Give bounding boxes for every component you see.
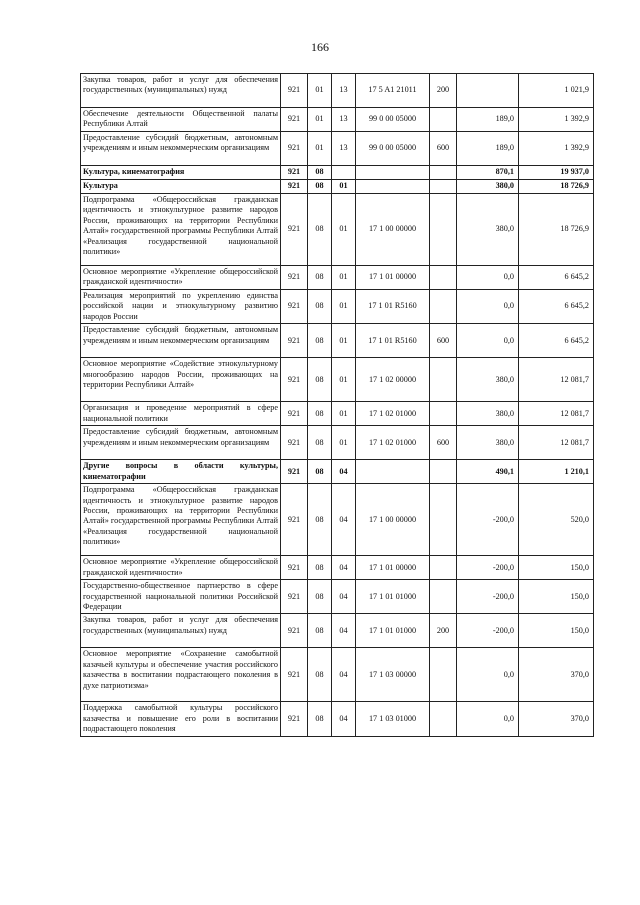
row-change-amount-cell: 380,0 [457,180,519,194]
row-total-amount-cell: 19 937,0 [519,166,594,180]
row-admin-code-cell: 921 [281,614,308,648]
row-name-cell: Подпрограмма «Общероссийская гражданская идентичность и этнокультурное развитие народов России, проживающих на территории Республики Алтай» государственной программы Республики Алтай «Реализация государственной национальной политики» [81,194,281,266]
row-section-cell: 08 [308,290,332,324]
row-subsection-cell: 13 [332,108,356,132]
row-admin-code-cell: 921 [281,108,308,132]
row-admin-code-cell: 921 [281,580,308,614]
row-subsection-cell: 01 [332,266,356,290]
row-section-cell: 08 [308,358,332,402]
row-admin-code-cell: 921 [281,166,308,180]
row-change-amount-cell [457,74,519,108]
table-row [81,556,594,580]
row-name-cell: Предоставление субсидий бюджетным, автономным учреждениям и иным некоммерческим организациям [81,324,281,358]
row-section-cell: 01 [308,108,332,132]
row-expense-type-cell [430,166,457,180]
table-row [81,460,594,484]
row-subsection-cell: 01 [332,194,356,266]
row-target-article-cell: 17 1 03 00000 [356,648,430,702]
row-section-cell: 01 [308,132,332,166]
table-row [81,132,594,166]
row-section-cell: 08 [308,402,332,426]
row-expense-type-cell: 200 [430,74,457,108]
row-admin-code-cell: 921 [281,74,308,108]
row-section-cell: 01 [308,74,332,108]
row-expense-type-cell [430,194,457,266]
table-row [81,324,594,358]
row-total-amount-cell: 6 645,2 [519,266,594,290]
row-total-amount-cell: 6 645,2 [519,324,594,358]
row-subsection-cell: 01 [332,426,356,460]
row-change-amount-cell: 189,0 [457,132,519,166]
row-total-amount-cell: 12 081,7 [519,358,594,402]
row-target-article-cell [356,460,430,484]
row-target-article-cell [356,166,430,180]
row-name-cell: Предоставление субсидий бюджетным, автономным учреждениям и иным некоммерческим организациям [81,132,281,166]
row-expense-type-cell [430,266,457,290]
row-expense-type-cell [430,648,457,702]
row-target-article-cell: 99 0 00 05000 [356,132,430,166]
row-admin-code-cell: 921 [281,426,308,460]
row-subsection-cell: 04 [332,702,356,736]
table-row [81,290,594,324]
row-target-article-cell: 17 1 01 R5160 [356,324,430,358]
row-subsection-cell: 01 [332,290,356,324]
row-expense-type-cell [430,702,457,736]
row-target-article-cell: 99 0 00 05000 [356,108,430,132]
row-change-amount-cell: 0,0 [457,324,519,358]
row-admin-code-cell: 921 [281,648,308,702]
table-row [81,648,594,702]
table-row [81,194,594,266]
row-change-amount-cell: 380,0 [457,426,519,460]
row-target-article-cell: 17 1 02 01000 [356,426,430,460]
row-total-amount-cell: 1 392,9 [519,132,594,166]
row-admin-code-cell: 921 [281,132,308,166]
table-row [81,702,594,736]
row-expense-type-cell [430,580,457,614]
row-expense-type-cell [430,402,457,426]
row-subsection-cell: 01 [332,324,356,358]
row-section-cell: 08 [308,648,332,702]
row-name-cell: Поддержка самобытной культуры российского казачества и повышение его роли в воспитании подрастающего поколения [81,702,281,736]
page-number: 166 [311,40,329,54]
row-expense-type-cell [430,180,457,194]
row-subsection-cell: 04 [332,556,356,580]
row-name-cell: Основное мероприятие «Укрепление общероссийской гражданской идентичности» [81,556,281,580]
table-row [81,266,594,290]
table-row [81,180,594,194]
row-section-cell: 08 [308,702,332,736]
row-admin-code-cell: 921 [281,194,308,266]
row-subsection-cell: 13 [332,74,356,108]
row-change-amount-cell: 0,0 [457,290,519,324]
row-section-cell: 08 [308,324,332,358]
row-expense-type-cell: 600 [430,132,457,166]
row-name-cell: Закупка товаров, работ и услуг для обеспечения государственных (муниципальных) нужд [81,74,281,108]
row-expense-type-cell [430,484,457,556]
row-subsection-cell [332,166,356,180]
table-row [81,614,594,648]
row-section-cell: 08 [308,484,332,556]
row-target-article-cell [356,180,430,194]
row-section-cell: 08 [308,180,332,194]
row-total-amount-cell: 18 726,9 [519,180,594,194]
row-change-amount-cell: 0,0 [457,702,519,736]
row-expense-type-cell [430,460,457,484]
row-name-cell: Культура [81,180,281,194]
table-row [81,580,594,614]
row-admin-code-cell: 921 [281,702,308,736]
row-name-cell: Другие вопросы в области культуры, кинематографии [81,460,281,484]
row-target-article-cell: 17 1 02 01000 [356,402,430,426]
row-name-cell: Основное мероприятие «Укрепление общероссийской гражданской идентичности» [81,266,281,290]
row-section-cell: 08 [308,166,332,180]
row-expense-type-cell [430,290,457,324]
row-total-amount-cell: 520,0 [519,484,594,556]
row-total-amount-cell: 12 081,7 [519,426,594,460]
row-admin-code-cell: 921 [281,460,308,484]
row-section-cell: 08 [308,556,332,580]
row-section-cell: 08 [308,266,332,290]
table-row [81,358,594,402]
row-target-article-cell: 17 1 01 R5160 [356,290,430,324]
row-name-cell: Предоставление субсидий бюджетным, автономным учреждениям и иным некоммерческим организациям [81,426,281,460]
table-row [81,402,594,426]
row-total-amount-cell: 150,0 [519,580,594,614]
row-subsection-cell: 04 [332,648,356,702]
row-target-article-cell: 17 5 A1 21011 [356,74,430,108]
row-subsection-cell: 01 [332,358,356,402]
row-name-cell: Основное мероприятие «Содействие этнокультурному многообразию народов России, проживающих на территории Республики Алтай» [81,358,281,402]
row-name-cell: Культура, кинематография [81,166,281,180]
row-subsection-cell: 13 [332,132,356,166]
row-admin-code-cell: 921 [281,484,308,556]
row-expense-type-cell [430,556,457,580]
row-name-cell: Закупка товаров, работ и услуг для обеспечения государственных (муниципальных) нужд [81,614,281,648]
row-total-amount-cell: 150,0 [519,614,594,648]
row-subsection-cell: 04 [332,484,356,556]
row-change-amount-cell: 0,0 [457,266,519,290]
row-target-article-cell: 17 1 01 01000 [356,614,430,648]
table-row [81,166,594,180]
row-target-article-cell: 17 1 01 01000 [356,580,430,614]
row-total-amount-cell: 18 726,9 [519,194,594,266]
row-admin-code-cell: 921 [281,556,308,580]
row-expense-type-cell [430,358,457,402]
row-change-amount-cell: 380,0 [457,402,519,426]
row-name-cell: Обеспечение деятельности Общественной палаты Республики Алтай [81,108,281,132]
row-target-article-cell: 17 1 00 00000 [356,194,430,266]
row-admin-code-cell: 921 [281,290,308,324]
row-admin-code-cell: 921 [281,180,308,194]
row-expense-type-cell: 600 [430,324,457,358]
row-name-cell: Реализация мероприятий по укреплению единства российской нации и этнокультурному развитию народов России [81,290,281,324]
row-admin-code-cell: 921 [281,324,308,358]
row-change-amount-cell: 380,0 [457,358,519,402]
row-subsection-cell: 04 [332,460,356,484]
row-subsection-cell: 04 [332,580,356,614]
row-expense-type-cell: 600 [430,426,457,460]
row-total-amount-cell: 6 645,2 [519,290,594,324]
row-target-article-cell: 17 1 03 01000 [356,702,430,736]
row-change-amount-cell: 189,0 [457,108,519,132]
row-change-amount-cell: -200,0 [457,580,519,614]
row-total-amount-cell: 1 021,9 [519,74,594,108]
row-total-amount-cell: 150,0 [519,556,594,580]
row-total-amount-cell: 370,0 [519,702,594,736]
row-total-amount-cell: 370,0 [519,648,594,702]
row-change-amount-cell: 870,1 [457,166,519,180]
table-row [81,426,594,460]
row-admin-code-cell: 921 [281,358,308,402]
row-change-amount-cell: -200,0 [457,614,519,648]
row-name-cell: Государственно-общественное партнерство в сфере государственной национальной политики Российской Федерации [81,580,281,614]
row-name-cell: Подпрограмма «Общероссийская гражданская идентичность и этнокультурное развитие народов России, проживающих на территории Республики Алтай» государственной программы Республики Алтай «Реализация государственной национальной политики» [81,484,281,556]
row-section-cell: 08 [308,426,332,460]
row-section-cell: 08 [308,460,332,484]
budget-table [80,73,594,737]
table-row [81,108,594,132]
row-change-amount-cell: 490,1 [457,460,519,484]
row-subsection-cell: 04 [332,614,356,648]
row-total-amount-cell: 12 081,7 [519,402,594,426]
table-body [81,74,594,737]
row-target-article-cell: 17 1 02 00000 [356,358,430,402]
row-section-cell: 08 [308,614,332,648]
row-subsection-cell: 01 [332,180,356,194]
row-change-amount-cell: -200,0 [457,556,519,580]
table-row [81,484,594,556]
table-row [81,74,594,108]
row-target-article-cell: 17 1 01 00000 [356,266,430,290]
row-change-amount-cell: 380,0 [457,194,519,266]
row-target-article-cell: 17 1 00 00000 [356,484,430,556]
row-section-cell: 08 [308,580,332,614]
row-admin-code-cell: 921 [281,266,308,290]
row-expense-type-cell [430,108,457,132]
row-total-amount-cell: 1 210,1 [519,460,594,484]
row-subsection-cell: 01 [332,402,356,426]
row-target-article-cell: 17 1 01 00000 [356,556,430,580]
row-change-amount-cell: 0,0 [457,648,519,702]
row-total-amount-cell: 1 392,9 [519,108,594,132]
row-expense-type-cell: 200 [430,614,457,648]
row-admin-code-cell: 921 [281,402,308,426]
row-name-cell: Организация и проведение мероприятий в сфере национальной политики [81,402,281,426]
row-change-amount-cell: -200,0 [457,484,519,556]
row-section-cell: 08 [308,194,332,266]
row-name-cell: Основное мероприятие «Сохранение самобытной казачьей культуры и обеспечение участия российского казачества в воспитании подрастающего поколения в духе патриотизма» [81,648,281,702]
